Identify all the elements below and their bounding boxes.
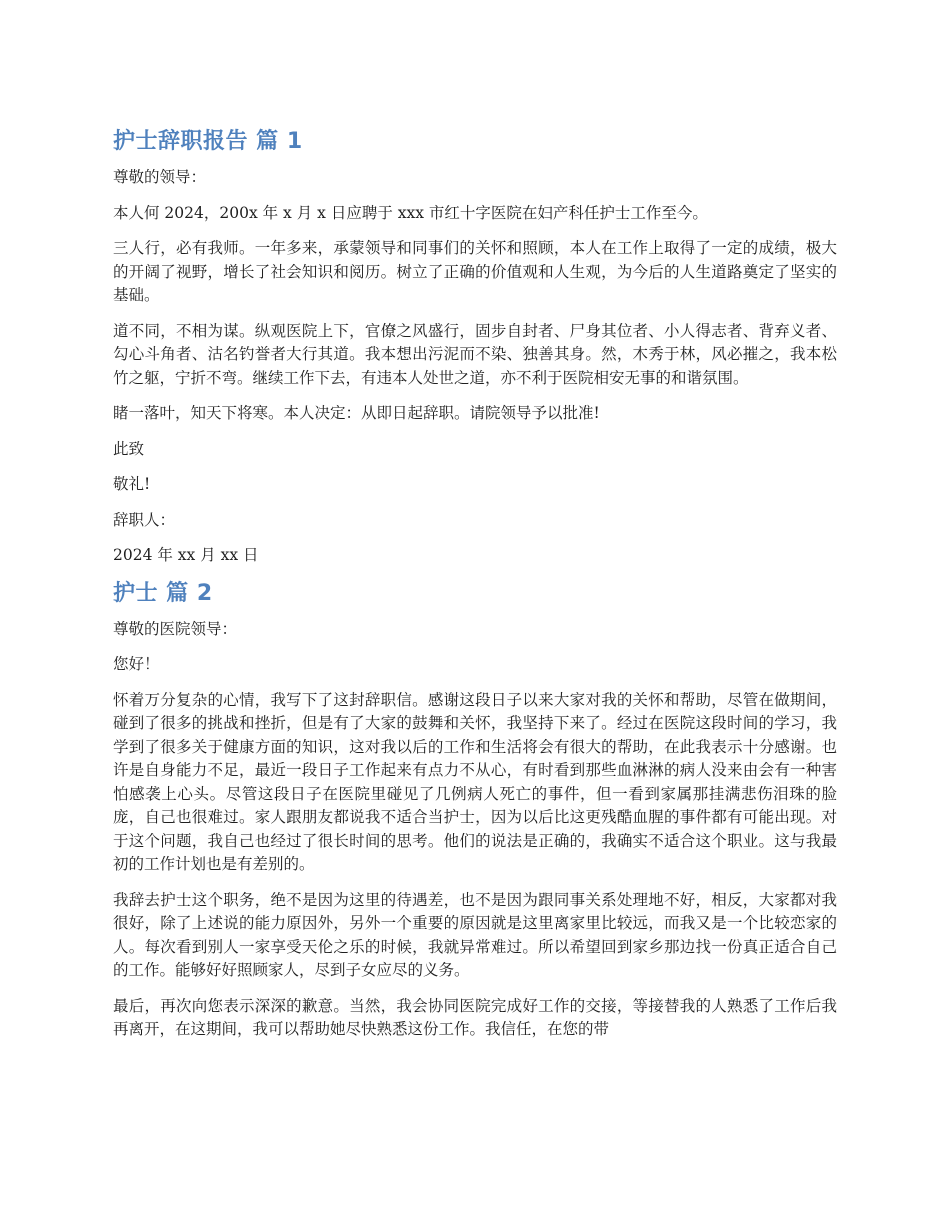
- salutation: 尊敬的领导：: [113, 168, 207, 186]
- paragraph: 最后，再次向您表示深深的歉意。当然，我会协同医院完成好工作的交接，等接替我的人熟悉了工作后我再离开，在这期间，我可以帮助她尽快熟悉这份工作。我信任，在您的带: [113, 996, 837, 1038]
- greeting: 您好！: [113, 655, 160, 673]
- section-title-1: 护士辞职报告 篇 1: [113, 129, 303, 154]
- date-line: 2024 年 xx 月 xx 日: [113, 546, 259, 564]
- paragraph: 本人何 2024，200x 年 x 月 x 日应聘于 xxx 市红十字医院在妇产科任护士工作至今。: [113, 203, 708, 222]
- closing: 此致: [113, 439, 145, 458]
- closing-regards: 敬礼!: [113, 475, 151, 493]
- salutation: 尊敬的医院领导：: [113, 619, 238, 638]
- paragraph: 睹一落叶，知天下将寒。本人决定：从即日起辞职。请院领导予以批准!: [113, 404, 600, 422]
- paragraph: 怀着万分复杂的心情，我写下了这封辞职信。感谢这段日子以来大家对我的关怀和帮助，尽管在做期间，碰到了很多的挑战和挫折，但是有了大家的鼓舞和关怀，我坚持下来了。经过在医院这段时间的学习，我学到了很多关于健康方面的知识，这对我以后的工作和生活将会有很大的帮助，在此我表示十分感谢。也许是自身能力不足，最近一段日子工作起来有点力不从心，有时看到那些血淋淋的病人没来由会有一种害怕感袭上心头。尽管这段日子在医院里碰见了几例病人死亡的事件，但一看到家属那挂满悲伤泪珠的脸庞，自己也很难过。家人跟朋友都说我不适合当护士，因为以后比这更残酷血腥的事件都有可能出现。对于这个问题，我自己也经过了很长时间的思考。他们的说法是正确的，我确实不适合这个职业。这与我最初的工作计划也是有差别的。: [113, 690, 837, 873]
- paragraph: 我辞去护士这个职务，绝不是因为这里的待遇差，也不是因为跟同事关系处理地不好，相反，大家都对我很好，除了上述说的能力原因外，另外一个重要的原因就是这里离家里比较远，而我又是一个比较恋家的人。每次看到别人一家享受天伦之乐的时候，我就异常难过。所以希望回到家乡那边找一份真正适合自己的工作。能够好好照顾家人，尽到子女应尽的义务。: [113, 890, 837, 979]
- signature-label: 辞职人：: [113, 510, 176, 529]
- section-title-2: 护士 篇 2: [113, 580, 213, 606]
- document-page: [113, 118, 837, 1054]
- paragraph: 道不同，不相为谋。纵观医院上下，官僚之风盛行，固步自封者、尸身其位者、小人得志者、背弃义者、勾心斗角者、沽名钓誉者大行其道。我本想出污泥而不染、独善其身。然，木秀于林，风必摧之，我本松竹之躯，宁折不弯。继续工作下去，有违本人处世之道，亦不利于医院相安无事的和谐氛围。: [113, 321, 837, 387]
- paragraph: 三人行，必有我师。一年多来，承蒙领导和同事们的关怀和照顾，本人在工作上取得了一定的成绩，极大的开阔了视野，增长了社会知识和阅历。树立了正确的价值观和人生观，为今后的人生道路奠定了坚实的基础。: [113, 239, 837, 304]
